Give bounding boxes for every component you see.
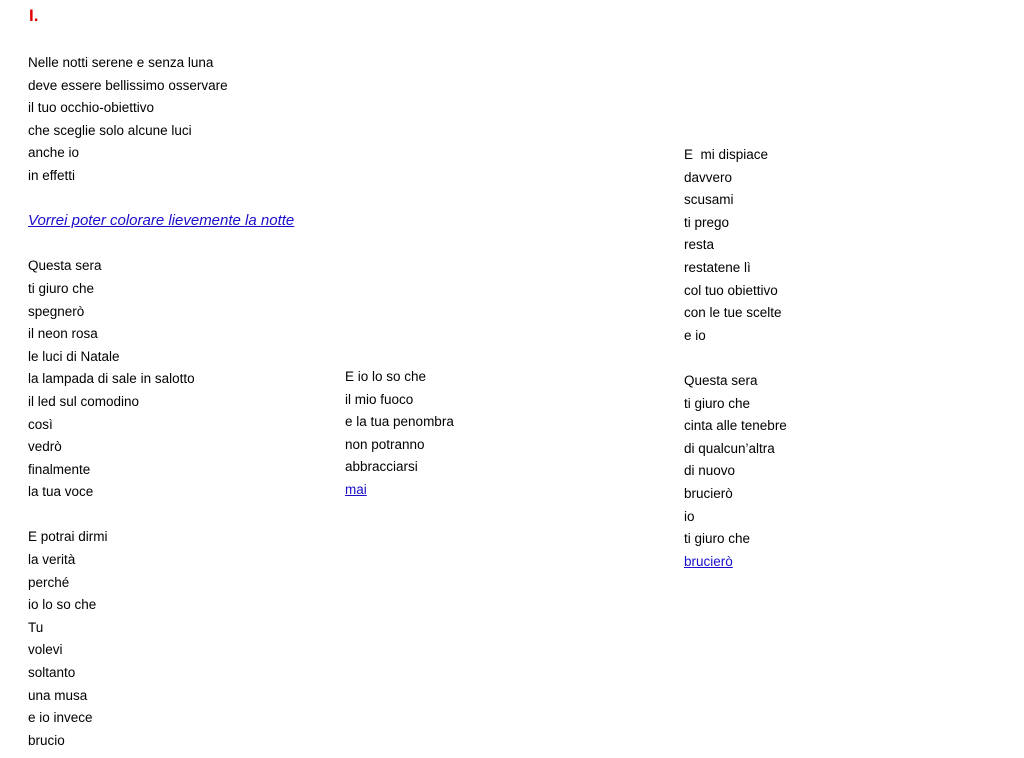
stanza-gap <box>28 233 294 256</box>
poem-line: brucierò <box>684 485 733 501</box>
poem-line: resta <box>684 237 715 253</box>
poem-line: di qualcun’altra <box>684 440 775 456</box>
poem-line: Nelle notti serene e senza luna <box>28 55 214 70</box>
poem-line: di nuovo <box>684 463 736 479</box>
poem-line: ti prego <box>684 214 730 230</box>
poem-line: volevi <box>28 642 63 658</box>
mai-link[interactable]: mai <box>345 481 367 497</box>
poem-line: spegnerò <box>28 303 85 319</box>
poem-line: E mi dispiace <box>684 147 769 162</box>
poem-line: le luci di Natale <box>28 348 120 364</box>
poem-line: finalmente <box>28 461 91 477</box>
stanza-gap <box>28 504 294 527</box>
poem-line: una musa <box>28 687 88 703</box>
poem-line: la verità <box>28 552 76 568</box>
poem-line: la tua voce <box>28 484 94 500</box>
poem-line: brucio <box>28 732 65 748</box>
poem-line: E potrai dirmi <box>28 529 108 545</box>
poem-line: io lo so che <box>28 597 97 613</box>
poem-line: abbracciarsi <box>345 459 418 475</box>
poem-line-link-wrapper <box>345 479 454 502</box>
poem-line: E io lo so che <box>345 369 427 384</box>
poem-line: e io <box>684 327 706 343</box>
poem-line: che sceglie solo alcune luci <box>28 122 192 138</box>
poem-column-left <box>28 52 294 752</box>
poem-line: soltanto <box>28 665 76 681</box>
poem-line: non potranno <box>345 436 425 452</box>
poem-line: Questa sera <box>28 258 102 274</box>
poem-line: e la tua penombra <box>345 414 454 430</box>
stanza-gap <box>28 188 294 211</box>
poem-line: il mio fuoco <box>345 391 414 407</box>
poem-line: il neon rosa <box>28 326 98 342</box>
poem-line: il led sul comodino <box>28 393 140 409</box>
poem-line: scusami <box>684 192 734 208</box>
poem-line: restatene lì <box>684 259 751 275</box>
poem-line: e io invece <box>28 710 93 726</box>
poem-line: deve essere bellissimo osservare <box>28 77 228 93</box>
poem-column-middle <box>345 366 454 502</box>
poem-line: ti giuro che <box>28 280 95 296</box>
poem-line: il tuo occhio-obiettivo <box>28 100 155 116</box>
poem-line: vedrò <box>28 439 62 455</box>
stanza-gap <box>684 347 787 370</box>
poem-line: ti giuro che <box>684 395 751 411</box>
poem-line: in effetti <box>28 167 76 183</box>
poem-line: Questa sera <box>684 372 758 388</box>
poem-line: con le tue scelte <box>684 305 782 321</box>
poem-line: anche io <box>28 145 80 161</box>
brucero-link[interactable]: brucierò <box>684 553 733 569</box>
colorare-notte-link[interactable]: Vorrei poter colorare lievemente la notte <box>28 212 295 230</box>
poem-line: davvero <box>684 169 733 185</box>
poem-line: perché <box>28 574 70 590</box>
poem-column-right <box>684 144 787 573</box>
poem-line: cinta alle tenebre <box>684 418 787 434</box>
poem-line: col tuo obiettivo <box>684 282 778 298</box>
poem-line: così <box>28 416 53 432</box>
poem-line-link-wrapper <box>684 551 787 574</box>
poem-line: la lampada di sale in salotto <box>28 371 195 387</box>
section-heading: I. <box>29 6 39 25</box>
poem-line: ti giuro che <box>684 531 751 547</box>
poem-line: Tu <box>28 619 44 635</box>
poem-line: io <box>684 508 695 524</box>
